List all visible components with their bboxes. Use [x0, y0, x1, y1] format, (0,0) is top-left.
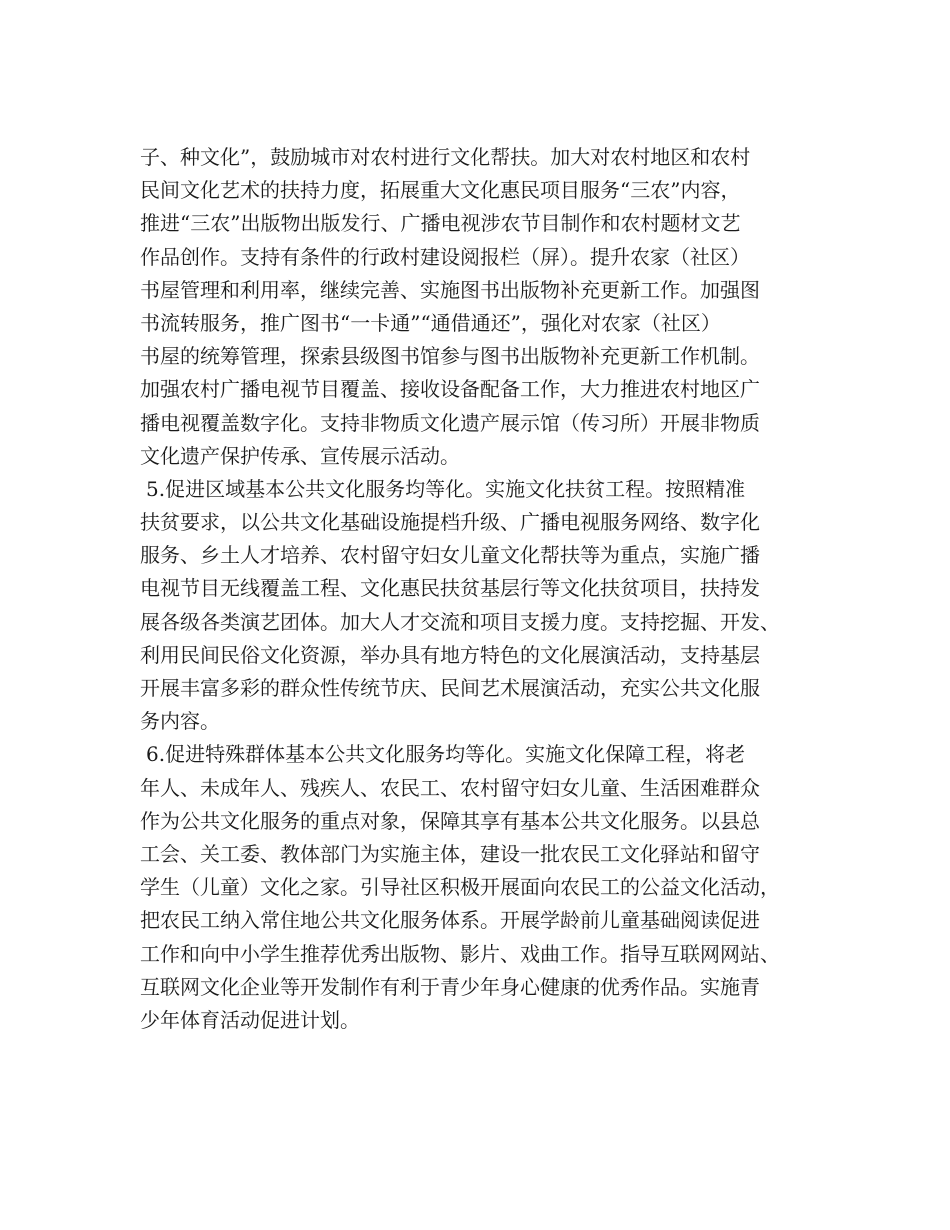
text-line: 年人、未成年人、残疾人、农民工、农村留守妇女儿童、生活困难群众 [140, 775, 760, 800]
text-line: 播电视覆盖数字化。支持非物质文化遗产展示馆（传习所）开展非物质 [140, 410, 760, 435]
text-line: 加强农村广播电视节目覆盖、接收设备配备工作，大力推进农村地区广 [140, 377, 760, 402]
text-line: 互联网文化企业等开发制作有利于青少年身心健康的优秀作品。实施青 [140, 974, 760, 999]
text-line: 工作和向中小学生推荐优秀出版物、影片、戏曲工作。指导互联网网站、 [140, 941, 780, 966]
section-heading-line: 5.促进区域基本公共文化服务均等化。实施文化扶贫工程。按照精准 [146, 476, 746, 501]
text-line: 展各级各类演艺团体。加大人才交流和项目支援力度。支持挖掘、开发、 [140, 609, 780, 634]
text-line: 作为公共文化服务的重点对象，保障其享有基本公共文化服务。以县总 [140, 808, 760, 833]
text-line: 书屋的统筹管理，探索县级图书馆参与图书出版物补充更新工作机制。 [140, 344, 760, 369]
text-line: 少年体育活动促进计划。 [140, 1007, 360, 1032]
text-line: 子、种文化”，鼓励城市对农村进行文化帮扶。加大对农村地区和农村 [140, 145, 751, 169]
text-line: 文化遗产保护传承、宣传展示活动。 [140, 443, 460, 468]
text-line: 扶贫要求，以公共文化基础设施提档升级、广播电视服务网络、数字化 [140, 510, 760, 535]
text-line: 作品创作。支持有条件的行政村建设阅报栏（屏）。提升农家（社区） [140, 244, 750, 269]
text-line: 工会、关工委、教体部门为实施主体，建设一批农民工文化驿站和留守 [140, 841, 760, 866]
paragraph-section-5 [140, 473, 830, 739]
text-line: 务内容。 [140, 709, 220, 734]
section-heading-line: 6.促进特殊群体基本公共文化服务均等化。实施文化保障工程，将老 [146, 742, 746, 767]
text-line: 利用民间民俗文化资源，举办具有地方特色的文化展演活动，支持基层 [140, 642, 760, 667]
text-line: 学生（儿童）文化之家。引导社区积极开展面向农民工的公益文化活动， [140, 875, 780, 900]
text-line: 书流转服务，推广图书“一卡通”“通借通还”，强化对农家（社区） [140, 310, 721, 335]
text-line: 推进“三农”出版物出版发行、广播电视涉农节目制作和农村题材文艺 [140, 211, 741, 236]
text-line: 服务、乡土人才培养、农村留守妇女儿童文化帮扶等为重点，实施广播 [140, 543, 760, 568]
paragraph-continuation [140, 141, 830, 473]
text-line: 民间文化艺术的扶持力度，拓展重大文化惠民项目服务“三农”内容， [140, 178, 741, 203]
document-body [140, 141, 830, 1037]
text-line: 电视节目无线覆盖工程、文化惠民扶贫基层行等文化扶贫项目，扶持发 [140, 576, 760, 601]
text-line: 把农民工纳入常住地公共文化服务体系。开展学龄前儿童基础阅读促进 [140, 908, 760, 933]
paragraph-section-6 [140, 738, 830, 1037]
text-line: 开展丰富多彩的群众性传统节庆、民间艺术展演活动，充实公共文化服 [140, 676, 760, 700]
text-line: 书屋管理和利用率，继续完善、实施图书出版物补充更新工作。加强图 [140, 277, 760, 302]
